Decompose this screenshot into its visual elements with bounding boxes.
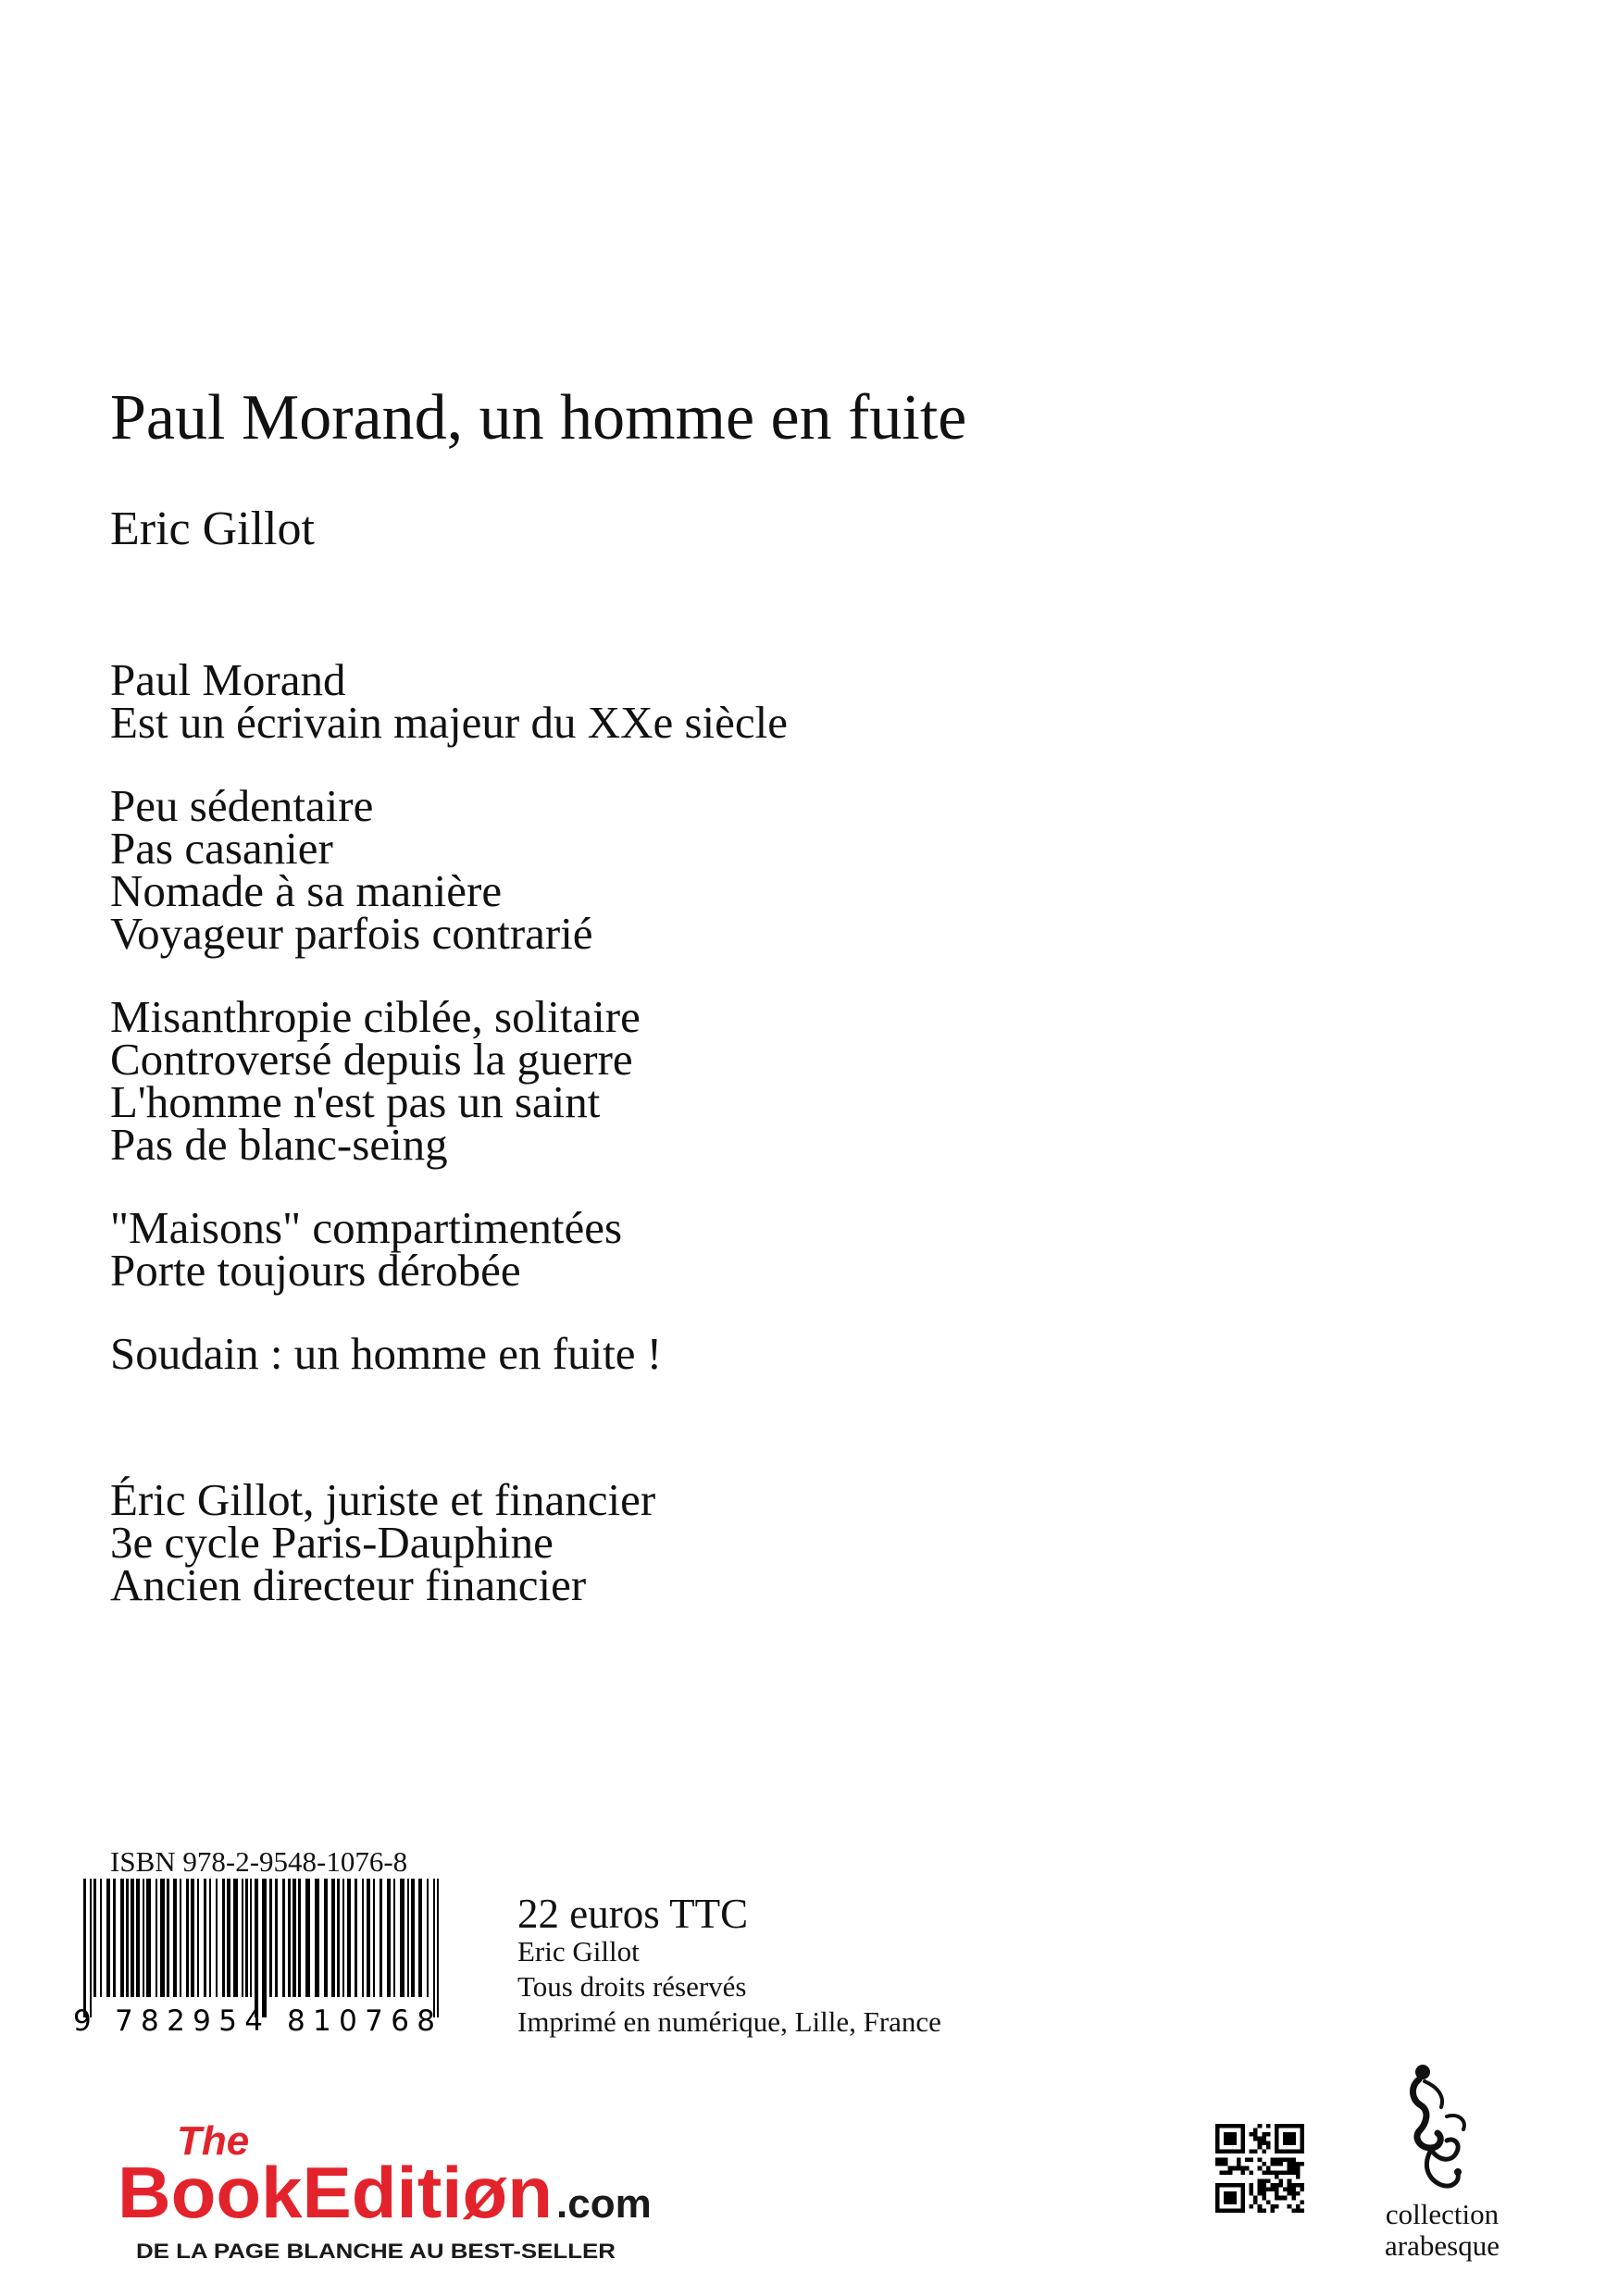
- blurb-line: Pas de blanc-seing: [110, 1119, 448, 1170]
- barcode-first-digit: 9: [73, 2004, 92, 2036]
- bio-line: Ancien directeur financier: [110, 1559, 587, 1610]
- svg-text:BookEditiøn: [118, 2152, 553, 2233]
- blurb-line: Pas casanier: [110, 823, 333, 874]
- barcode: [67, 1877, 455, 2036]
- blurb-line: Paul Morand: [110, 654, 346, 705]
- blurb-stanza: [110, 780, 1313, 959]
- blurb-line: Peu sédentaire: [110, 780, 374, 831]
- blurb-stanza: [110, 654, 1313, 748]
- collection-label: [1363, 2199, 1521, 2262]
- rights-notice: Tous droits réservés: [517, 1970, 747, 2003]
- blurb-line: Est un écrivain majeur du XXe siècle: [110, 697, 789, 748]
- imprint-info: [517, 1934, 941, 2040]
- logo-main: BookEditi: [118, 2152, 454, 2233]
- publisher-tagline: DE LA PAGE BLANCHE AU BEST-SELLER: [136, 2240, 616, 2263]
- arabesque-figure-icon: [1393, 2059, 1478, 2198]
- blurb-line: "Maisons" compartimentées: [110, 1202, 623, 1253]
- back-cover-blurb: [110, 654, 1313, 1416]
- blurb-stanza: [110, 991, 1313, 1170]
- blurb-line: Voyageur parfois contrarié: [110, 908, 593, 959]
- bio-line: 3e cycle Paris-Dauphine: [110, 1517, 554, 1568]
- printing-notice: Imprimé en numérique, Lille, France: [517, 2005, 941, 2038]
- logo-n: n: [507, 2152, 552, 2233]
- logo-com: .com: [556, 2181, 652, 2227]
- blurb-stanza: [110, 1202, 1313, 1296]
- blurb-line: Porte toujours dérobée: [110, 1245, 521, 1296]
- book-title: Paul Morand, un homme en fuite: [110, 382, 967, 453]
- price: 22 euros TTC: [517, 1891, 749, 1937]
- rights-holder: Eric Gillot: [517, 1935, 640, 1967]
- blurb-line: Controversé depuis la guerre: [110, 1034, 633, 1085]
- blurb-line: L'homme n'est pas un saint: [110, 1076, 601, 1127]
- publisher-logo: [114, 2114, 669, 2269]
- logo-the: The: [177, 2118, 250, 2164]
- blurb-line: Misanthropie ciblée, solitaire: [110, 991, 641, 1042]
- author-bio: [110, 1474, 1313, 1610]
- book-author: Eric Gillot: [110, 503, 315, 555]
- isbn-label: ISBN 978-2-9548-1076-8: [110, 1845, 408, 1878]
- barcode-right-digits: 810768: [287, 2004, 435, 2036]
- qr-code-icon: [1215, 2124, 1304, 2213]
- collection-line: arabesque: [1385, 2229, 1500, 2262]
- logo-quill: ø: [462, 2152, 507, 2233]
- barcode-left-digits: 782954: [115, 2004, 263, 2036]
- blurb-stanza: [110, 1328, 1313, 1379]
- bio-line: Éric Gillot, juriste et financier: [110, 1474, 656, 1525]
- blurb-line: Soudain : un homme en fuite !: [110, 1328, 663, 1379]
- collection-line: collection: [1385, 2198, 1500, 2230]
- blurb-line: Nomade à sa manière: [110, 865, 503, 916]
